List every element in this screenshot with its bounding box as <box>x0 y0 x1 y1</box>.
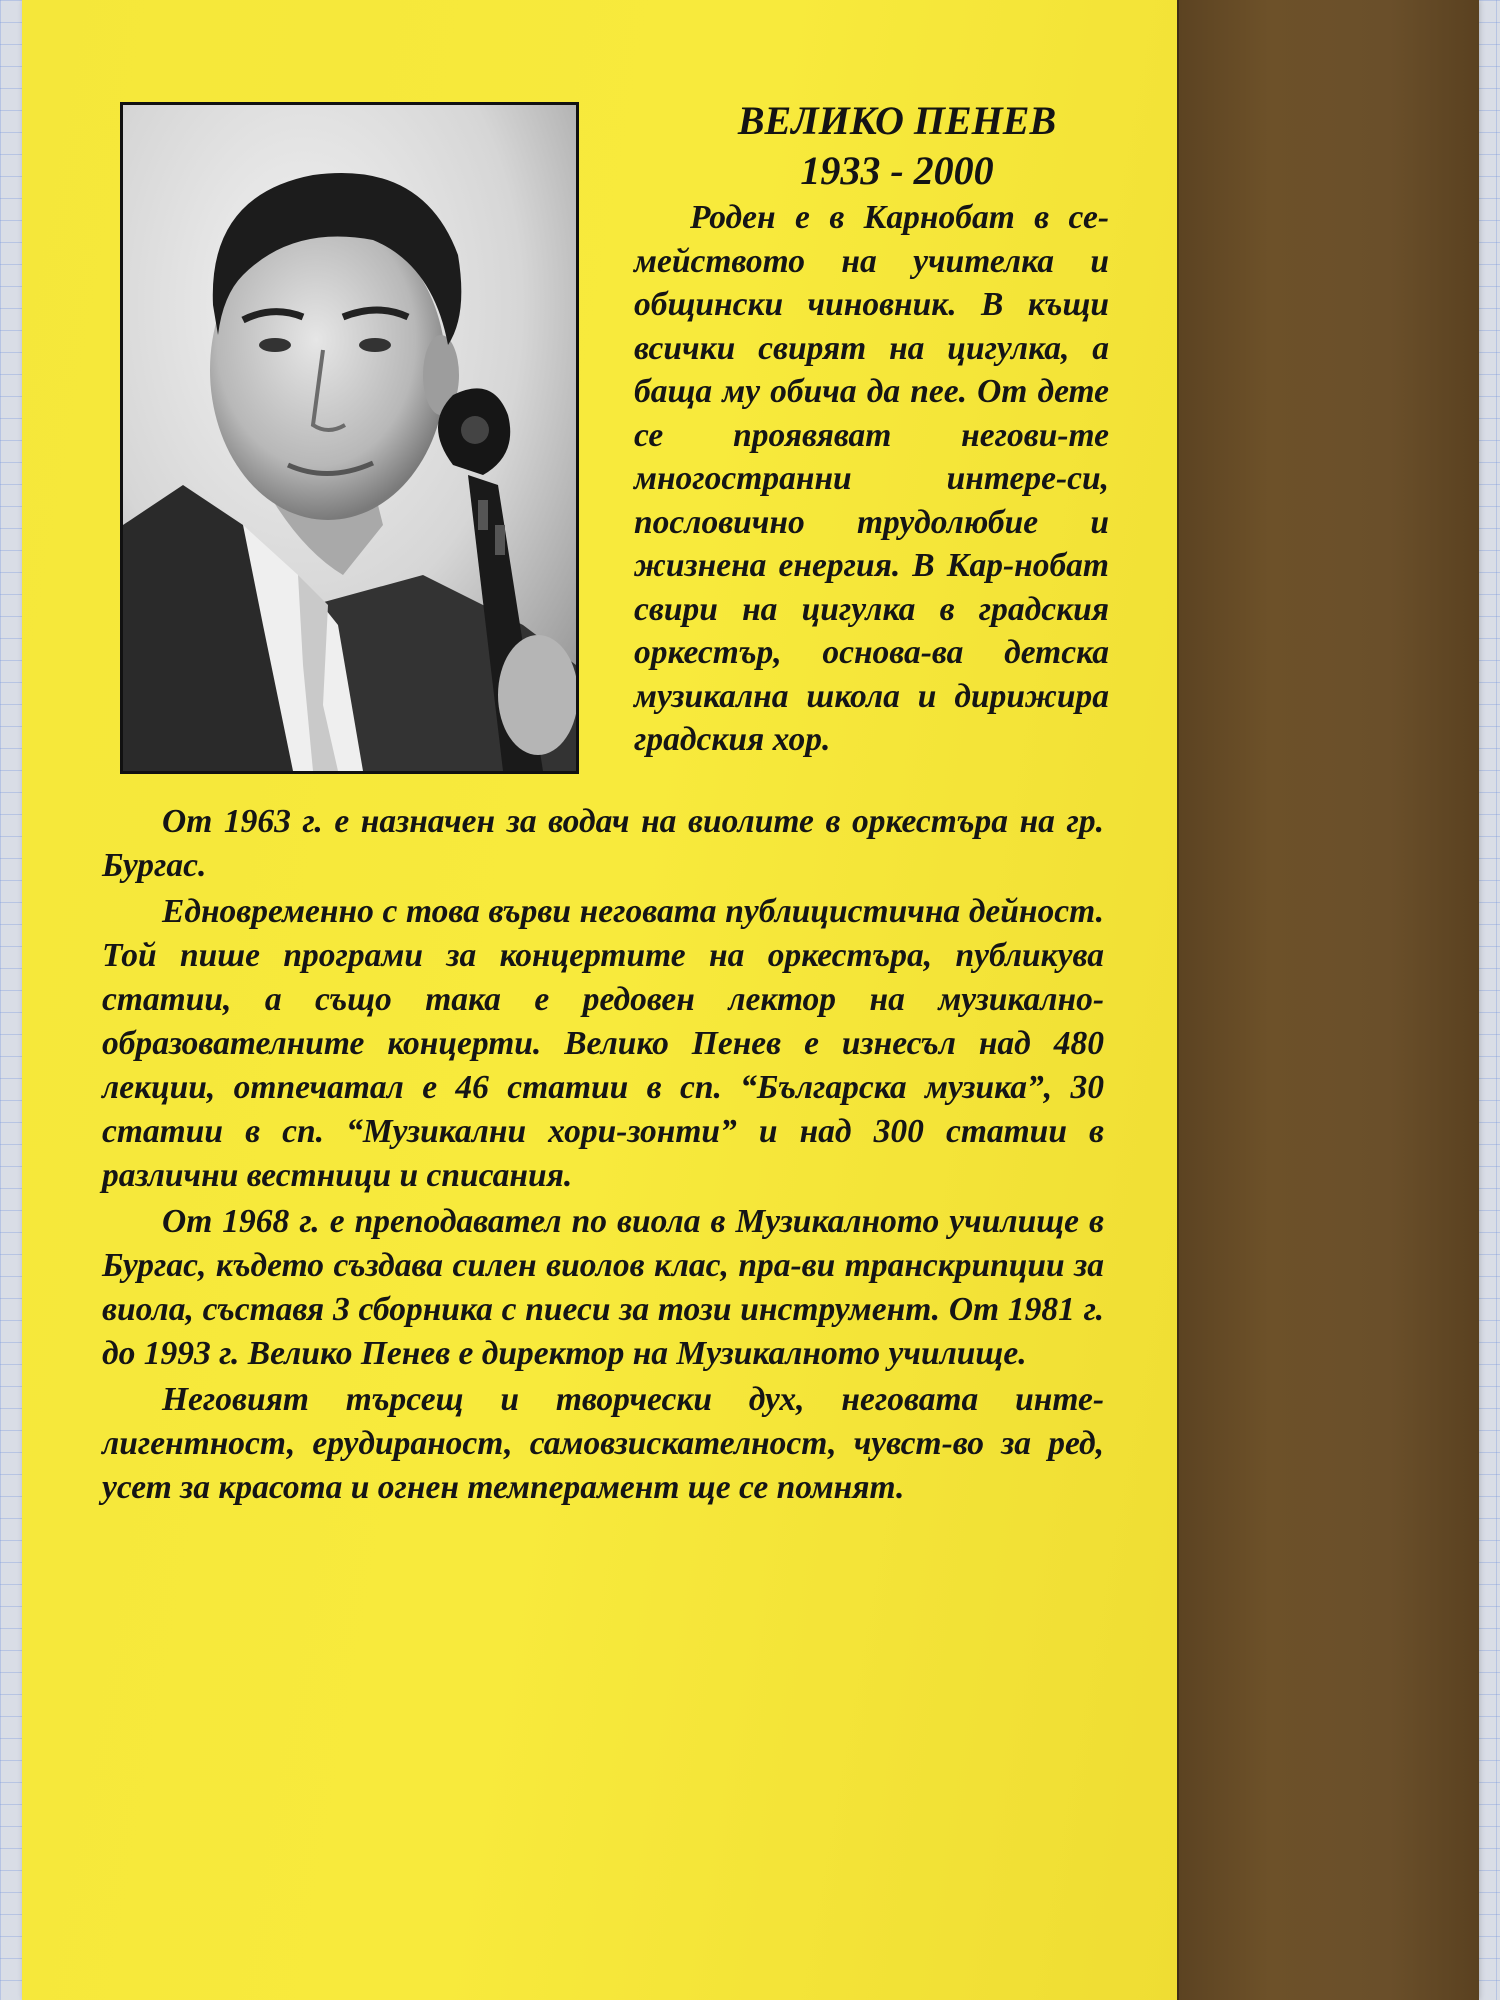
bio-paragraph: От 1963 г. е назначен за водач на виолите в оркестъра на гр. Бургас. <box>102 803 1104 884</box>
bio-paragraph: Неговият търсещ и творчески дух, неговата инте-лигентност, ерудираност, самовзискателност, чувст-во за ред, усет за красота и огнен темперамент ще се помнят. <box>102 1381 1104 1506</box>
book-back-cover <box>22 0 1477 2000</box>
biography-text <box>102 800 1104 1512</box>
portrait-illustration <box>123 105 576 771</box>
author-name: ВЕЛИКО ПЕНЕВ <box>737 98 1057 143</box>
cover-panel <box>22 0 1177 2000</box>
bio-paragraph: Едновременно с това върви неговата публицистична дейност. Той пише програми за концертите на оркестъра, публикува статии, а също така е редовен лектор на музикално-образователните концерти. Велико Пенев е изнесъл над 480 лекции, отпечатал е 46 статии в сп. “Българска музика”, 30 статии в сп. “Музикални хори-зонти” и над 300 статии в различни вестници и списания. <box>102 893 1104 1194</box>
intro-paragraph: Роден е в Карнобат в се-мейството на учителка и общински чиновник. В къщи всички свирят на цигулка, а баща му обича да пее. От дете се проявяват негови-те многостранни интере-си, пословично трудолюбие и жизнена енергия. В Кар-нобат свири на цигулка в градския оркестър, основа-ва детска музикална школа и дирижира градския хор. <box>634 199 1109 758</box>
book-spine <box>1177 0 1479 2000</box>
portrait-photo <box>120 102 579 774</box>
author-heading <box>632 96 1162 196</box>
bio-paragraph: От 1968 г. е преподавател по виола в Музикалното училище в Бургас, където създава силен виолов клас, пра-ви транскрипции за виола, съставя 3 сборника с пиеси за този инструмент. От 1981 г. до 1993 г. Велико Пенев е директор на Музикалното училище. <box>102 1203 1104 1372</box>
author-years: 1933 - 2000 <box>800 148 994 193</box>
